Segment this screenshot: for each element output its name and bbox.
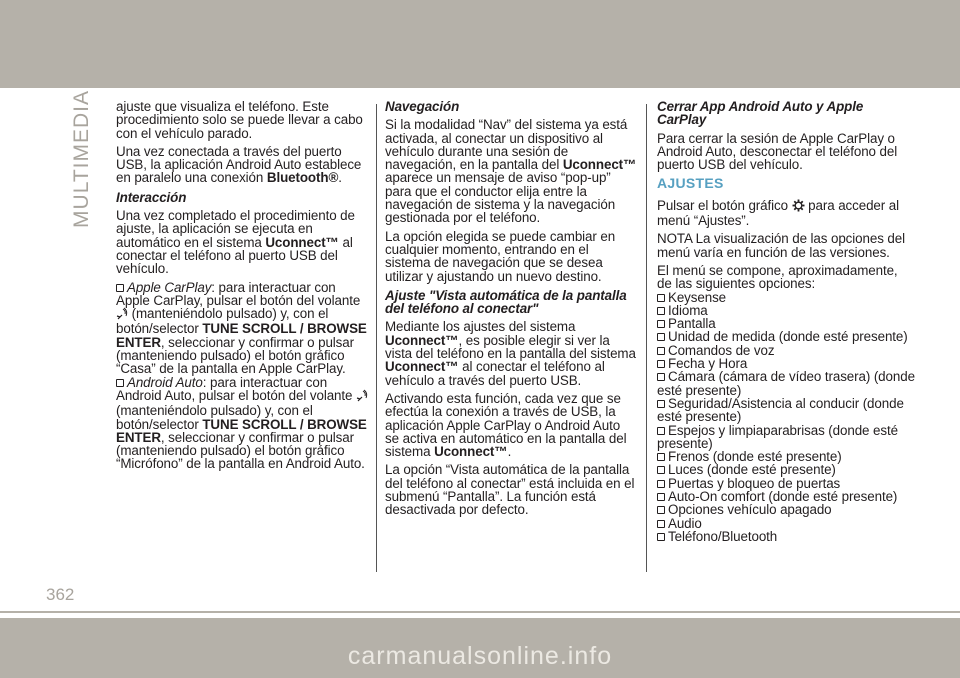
text: , es posible elegir si ver la vista del teléfono en la pantalla del sistema xyxy=(385,332,636,362)
list-item xyxy=(657,503,915,516)
page-number: 362 xyxy=(46,585,75,604)
text: : para interactuar con Android Auto, pulsar el botón del volante xyxy=(116,374,356,403)
checkbox-icon xyxy=(657,427,665,435)
option-label: Unidad de medida (donde esté presente) xyxy=(668,329,908,345)
text: al conectar el teléfono al puerto USB del vehículo. xyxy=(116,234,353,277)
option-label: Seguridad/Asistencia al conducir (donde esté presente) xyxy=(657,395,904,425)
column-2 xyxy=(385,100,637,522)
uconnect-term: Uconnect™ xyxy=(562,157,637,173)
column-divider xyxy=(376,104,377,572)
bluetooth-term: Bluetooth® xyxy=(266,170,339,186)
paragraph: La opción elegida se puede cambiar en cualquier momento, entrando en el sistema de navegación que se desea utilizar y ajustando un nuevo destino. xyxy=(385,228,616,284)
list-item xyxy=(657,330,915,343)
bullet-apple-carplay xyxy=(116,281,368,376)
text: (manteniéndolo pulsado) y, con el botón/selector xyxy=(116,306,329,337)
list-item xyxy=(657,463,915,476)
voice-command-icon xyxy=(356,389,368,404)
text: Mediante los ajustes del sistema xyxy=(385,319,576,335)
option-label: Frenos (donde esté presente) xyxy=(668,449,842,465)
checkbox-icon xyxy=(657,360,665,368)
checkbox-icon xyxy=(657,533,665,541)
column-1 xyxy=(116,100,368,471)
checkbox-icon xyxy=(657,466,665,474)
settings-gear-icon xyxy=(792,199,805,214)
option-label: Idioma xyxy=(668,302,708,318)
uconnect-term: Uconnect™ xyxy=(265,234,339,250)
text: Una vez completado el procedimiento de ajuste, la aplicación se ejecuta en automático en el sistema xyxy=(116,208,355,250)
list-item xyxy=(657,304,915,317)
section-title xyxy=(62,90,102,250)
text: : para interactuar con Apple CarPlay, pulsar el botón del volante xyxy=(116,279,361,308)
selector-term: TUNE SCROLL / BROWSE ENTER xyxy=(116,321,367,350)
checkbox-icon xyxy=(657,400,665,408)
option-label: Teléfono/Bluetooth xyxy=(668,528,778,544)
list-item xyxy=(657,450,915,463)
uconnect-term: Uconnect™ xyxy=(385,359,459,375)
option-label: Auto-On comfort (donde esté presente) xyxy=(668,489,898,505)
option-label: Luces (donde esté presente) xyxy=(668,462,836,478)
paragraph: El menú se compone, aproximadamente, de las siguientes opciones: xyxy=(657,262,898,292)
paragraph: La opción “Vista automática de la pantalla del teléfono al conectar” está incluida en el submenú “Pantalla”. La función está desactivada por defecto. xyxy=(385,462,635,518)
option-label: Puertas y bloqueo de puertas xyxy=(668,475,841,491)
heading-interaccion: Interacción xyxy=(116,189,187,205)
bottom-divider xyxy=(0,611,960,613)
heading-navegacion: Navegación xyxy=(385,99,460,114)
checkbox-icon xyxy=(657,506,665,514)
text: aparece un mensaje de aviso “pop-up” para que el conductor elija entre la navegación de sistema y la navegación gestionada por el teléfono. xyxy=(385,170,616,226)
paragraph xyxy=(657,199,915,228)
paragraph xyxy=(385,118,637,224)
checkbox-icon xyxy=(657,520,665,528)
paragraph xyxy=(385,392,637,458)
checkbox-icon xyxy=(116,379,124,387)
checkbox-icon xyxy=(657,307,665,315)
paragraph: NOTA La visualización de las opciones del menú varía en función de las versiones. xyxy=(657,231,905,260)
heading-ajustes: AJUSTES xyxy=(657,175,724,192)
checkbox-icon xyxy=(657,453,665,461)
paragraph xyxy=(116,209,368,275)
text: al conectar el teléfono al vehículo a través del puerto USB. xyxy=(385,359,605,388)
heading-ajuste-vista: Ajuste "Vista automática de la pantalla del teléfono al conectar" xyxy=(385,287,627,317)
option-label: Espejos y limpiaparabrisas (donde esté presente) xyxy=(657,422,898,451)
list-item xyxy=(657,344,915,357)
option-label: Pantalla xyxy=(668,316,716,332)
checkbox-icon xyxy=(657,373,665,381)
list-item xyxy=(657,357,915,370)
paragraph: ajuste que visualiza el teléfono. Este procedimiento solo se puede llevar a cabo con el vehículo parado. xyxy=(116,99,363,141)
voice-command-icon xyxy=(116,307,128,322)
list-item xyxy=(657,530,915,543)
apple-carplay-term: Apple CarPlay xyxy=(127,279,212,295)
list-item xyxy=(657,490,915,503)
watermark: carmanualsonline.info xyxy=(347,642,613,670)
list-item xyxy=(657,477,915,490)
list-item xyxy=(657,317,915,330)
android-auto-term: Android Auto xyxy=(127,374,203,390)
heading-cerrar-app: Cerrar App Android Auto y Apple CarPlay xyxy=(657,99,864,128)
text: Una vez conectada a través del puerto USB, la aplicación Android Auto establece en paralelo una conexión xyxy=(116,143,362,186)
checkbox-icon xyxy=(657,333,665,341)
uconnect-term: Uconnect™ xyxy=(434,444,508,460)
uconnect-term: Uconnect™ xyxy=(385,332,459,348)
list-item xyxy=(657,517,915,530)
top-band xyxy=(0,0,960,88)
checkbox-icon xyxy=(116,284,124,292)
selector-term: TUNE SCROLL / BROWSE ENTER xyxy=(116,416,367,445)
list-item xyxy=(657,424,915,451)
option-label: Comandos de voz xyxy=(668,342,775,358)
paragraph xyxy=(116,145,368,185)
text: Pulsar el botón gráfico xyxy=(657,197,792,213)
option-label: Audio xyxy=(668,515,702,531)
option-label: Cámara (cámara de vídeo trasera) (donde esté presente) xyxy=(657,369,915,398)
paragraph: Para cerrar la sesión de Apple CarPlay o Android Auto, desconectar el teléfono del puerto USB del vehículo. xyxy=(657,130,898,173)
text: Si la modalidad “Nav” del sistema ya está activada, al conectar un dispositivo al vehículo durante una sesión de navegación, en la pantalla del xyxy=(385,117,628,173)
checkbox-icon xyxy=(657,493,665,501)
text: , seleccionar y confirmar o pulsar (manteniendo pulsado) el botón gráfico “Micrófono” de la pantalla en Android Auto. xyxy=(116,429,365,472)
checkbox-icon xyxy=(657,294,665,302)
checkbox-icon xyxy=(657,320,665,328)
text: Activando esta función, cada vez que se efectúa la conexión a través de USB, la aplicación Apple CarPlay o Android Auto se activa en automático en la pantalla del sistema xyxy=(385,390,627,460)
list-item xyxy=(657,397,915,424)
list-item xyxy=(657,291,915,304)
checkbox-icon xyxy=(657,347,665,355)
text: . xyxy=(338,170,342,186)
option-label: Opciones vehículo apagado xyxy=(668,502,832,518)
bullet-android-auto xyxy=(116,376,368,471)
text: , seleccionar y confirmar o pulsar (manteniendo pulsado) el botón gráfico “Casa” de la pantalla en Apple CarPlay. xyxy=(116,334,354,377)
column-divider xyxy=(646,104,647,572)
option-label: Keysense xyxy=(668,289,727,305)
text: para acceder al menú “Ajustes”. xyxy=(657,197,899,229)
text: . xyxy=(507,444,512,460)
checkbox-icon xyxy=(657,480,665,488)
text: (manteniéndolo pulsado) y, con el botón/selector xyxy=(116,403,313,432)
paragraph xyxy=(385,320,637,386)
list-item xyxy=(657,370,915,397)
settings-options-list xyxy=(657,291,915,544)
option-label: Fecha y Hora xyxy=(668,356,748,372)
section-title-text: MULTIMEDIA xyxy=(70,90,93,228)
column-3 xyxy=(657,100,915,543)
